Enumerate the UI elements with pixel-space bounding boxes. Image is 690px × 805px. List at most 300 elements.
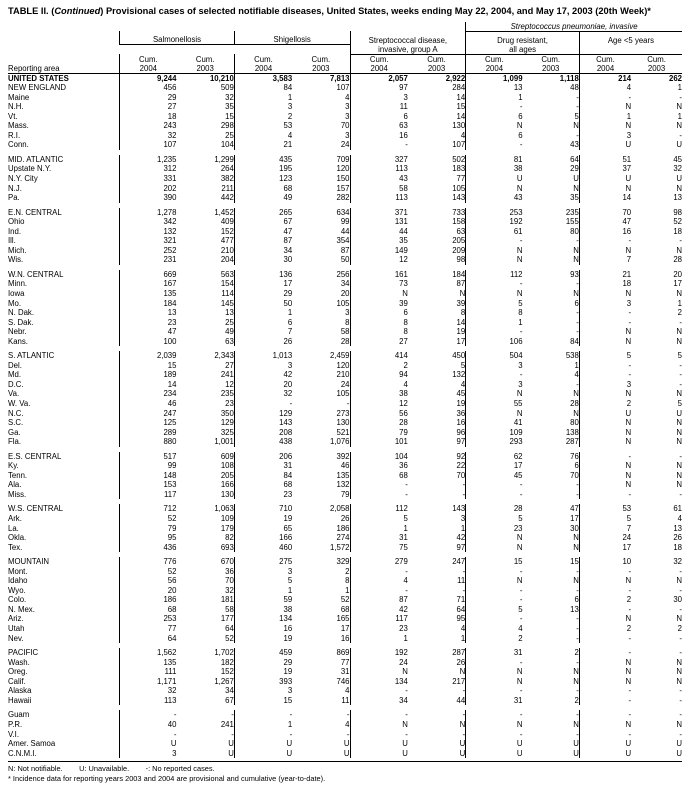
row-cell: N [579,418,631,428]
row-cell: 2,039 [120,351,177,361]
row-area-label: Fla. [8,437,21,447]
row-cell: N [466,121,523,131]
row-cell: 3 [345,102,350,112]
row-cell: 62 [466,452,523,462]
row-cell: 20 [234,380,292,390]
table-row [8,389,682,399]
row-area-label: La. [8,523,19,533]
row-cell: U [459,748,466,758]
row-cell: 206 [234,452,292,462]
row-cell: 92 [456,451,466,461]
row-cell: 8 [345,576,350,586]
row-area-label: Ala. [8,480,22,490]
row-cell: 21 [579,270,631,280]
row-cell: 2 [579,399,631,409]
row-cell: 44 [456,695,466,705]
row-area-label: R.I. [8,130,21,140]
row-cell: - [466,586,523,596]
row-cell: 1 [234,93,292,103]
row-cell: - [679,370,682,380]
row-cell: 132 [452,370,466,380]
header-cum-10: Cum. [647,54,666,64]
row-cell: 192 [466,217,523,227]
row-cell: 2,058 [330,504,350,514]
row-area-label: Alaska [8,686,32,696]
table-row [8,217,682,227]
row-cell: 150 [336,173,350,183]
row-cell: N [466,543,523,553]
row-cell: 265 [234,208,292,218]
row-area-label: Calif. [8,676,26,686]
table-row [8,308,682,318]
row-cell: 23 [466,524,523,534]
row-cell: 442 [220,193,234,203]
row-cell: 34 [225,686,234,696]
row-cell: N [579,576,631,586]
row-cell: 1,118 [559,73,579,83]
row-cell: 19 [234,514,292,524]
row-cell: U [350,749,408,759]
row-cell: 135 [120,658,177,668]
row-cell: 31 [340,667,350,677]
header-year-9: 2004 [579,64,631,74]
row-cell: 52 [120,514,177,524]
table-row [8,586,682,596]
row-cell: 42 [456,533,466,543]
row-cell: 26 [456,657,466,667]
row-cell: 273 [336,408,350,418]
row-cell: 5 [579,351,631,361]
row-cell: 2 [574,695,579,705]
row-cell: - [231,710,234,720]
row-area-label: Mont. [8,566,28,576]
row-cell: - [350,730,408,740]
row-cell: 15 [120,361,177,371]
row-cell: 42 [234,370,292,380]
row-cell: N [466,720,523,730]
row-cell: 2,343 [214,351,234,361]
row-area-label: P.R. [8,719,23,729]
row-cell: 1 [234,308,292,318]
row-cell: 459 [234,648,292,658]
table-row [8,409,682,419]
row-area-label: Nebr. [8,327,27,337]
row-cell: 26 [673,533,682,543]
row-cell: N [579,246,631,256]
row-cell: - [679,360,682,370]
row-cell: 390 [120,193,177,203]
row-cell: N [676,288,682,298]
row-cell: - [576,236,579,246]
row-cell: 1,452 [214,207,234,217]
row-cell: 112 [350,504,408,514]
row-cell: 2 [466,634,523,644]
row-cell: 25 [225,130,234,140]
row-cell: - [579,93,631,103]
row-cell: N [676,121,682,131]
row-cell: 80 [570,226,579,236]
table-row [8,337,682,347]
row-cell: N [676,676,682,686]
row-cell: U [466,174,523,184]
row-cell: 39 [350,299,408,309]
row-cell: 80 [570,418,579,428]
table-row [8,227,682,237]
row-cell: 166 [220,480,234,490]
row-cell: 7,813 [330,73,350,83]
row-cell: 16 [234,624,292,634]
row-cell: - [679,489,682,499]
row-area-label: W.S. CENTRAL [8,504,64,514]
row-cell: 298 [220,121,234,131]
header-year-7: 2004 [466,64,523,74]
row-cell: 1 [677,298,682,308]
row-cell: 149 [350,246,408,256]
row-cell: 68 [234,480,292,490]
row-cell: - [576,279,579,289]
row-cell: 869 [336,648,350,658]
row-cell: - [679,585,682,595]
row-cell: 16 [456,418,466,428]
row-cell: 327 [350,155,408,165]
row-area-label: Md. [8,370,21,380]
row-cell: 502 [452,154,466,164]
table-row [8,236,682,246]
row-cell: 120 [336,360,350,370]
row-cell: 609 [220,451,234,461]
row-cell: N [466,184,523,194]
row-cell: N [573,408,579,418]
row-cell: 81 [466,155,523,165]
row-cell: N [466,576,523,586]
header-year-10: 2003 [647,63,666,73]
row-area-label: Kans. [8,336,28,346]
row-cell: 17 [570,514,579,524]
row-cell: 111 [120,667,177,677]
row-cell: 3 [466,380,523,390]
row-cell: 129 [220,418,234,428]
table-row [8,208,682,218]
row-cell: 1,063 [214,504,234,514]
row-cell: 29 [234,289,292,299]
row-cell: 35 [225,102,234,112]
row-cell: 31 [466,696,523,706]
row-cell: 109 [220,514,234,524]
row-cell: - [576,92,579,102]
row-cell: 52 [120,567,177,577]
row-area-label: S.C. [8,418,24,428]
row-cell: - [466,686,523,696]
header-subgroup-age-under5-rule [579,45,682,55]
row-cell: 19 [456,399,466,408]
row-cell: 130 [452,121,466,131]
row-area-label: Upstate N.Y. [8,164,52,174]
row-cell: 354 [336,236,350,246]
row-cell: 114 [221,288,234,298]
row-cell: 16 [340,633,350,643]
row-cell: N [573,288,579,298]
row-cell: 186 [336,523,350,533]
row-cell: 24 [340,379,350,389]
row-area-label: Idaho [8,576,28,586]
row-cell: 10,210 [209,73,234,83]
row-cell: 1,278 [120,208,177,218]
row-cell: N [459,288,466,298]
row-cell: 252 [120,246,177,256]
row-cell: N [579,327,631,337]
row-cell: 109 [466,428,523,438]
row-cell: 123 [234,174,292,184]
row-area-label: E.N. CENTRAL [8,207,62,217]
row-cell: - [579,586,631,596]
row-cell: 241 [220,719,234,729]
row-cell: 61 [673,504,682,514]
row-cell: 18 [673,542,682,552]
row-cell: 184 [120,299,177,309]
row-cell: 521 [336,427,350,437]
row-cell: N [459,667,466,677]
row-cell: 10 [579,557,631,567]
row-cell: 64 [120,634,177,644]
row-cell: - [462,585,466,595]
table-row [8,634,682,644]
row-cell: 1 [460,523,466,533]
row-cell: 243 [120,121,177,131]
row-area-label: E.S. CENTRAL [8,451,62,461]
row-cell: 46 [340,461,350,471]
row-area-label: Amer. Samoa [8,739,56,749]
row-area-label: V.I. [8,729,19,739]
row-cell: 135 [120,289,177,299]
table-row [8,605,682,615]
row-cell: 6 [350,308,408,318]
row-cell: 30 [570,523,579,533]
page-title [8,6,682,18]
row-cell: - [576,710,579,720]
row-cell: - [466,327,523,337]
row-cell: 39 [456,298,466,308]
row-cell: U [466,739,523,749]
row-cell: 107 [452,140,466,150]
row-cell: 11 [341,695,350,705]
row-cell: 5 [350,514,408,524]
title-prefix: TABLE II. ( [8,6,55,16]
title-continued: Continued [54,6,101,16]
row-cell: 155 [565,217,579,227]
row-area-label: Mo. [8,298,21,308]
row-cell: 8 [345,317,350,327]
table-row [8,595,682,605]
table-row [8,686,682,696]
row-cell: N [579,428,631,438]
row-cell: 231 [120,255,177,265]
row-cell: U [676,140,682,150]
table-row [8,490,682,500]
header-group-shigellosis: Shigellosis [234,31,350,45]
row-cell: 5 [234,576,292,586]
row-cell: 253 [466,208,523,218]
row-cell: N [573,542,579,552]
row-cell: 7 [234,327,292,337]
row-cell: N [676,667,682,677]
row-cell: 6 [350,112,408,122]
row-cell: 32 [120,686,177,696]
row-cell: 35 [570,193,579,203]
row-cell: 7 [579,524,631,534]
row-area-label: MID. ATLANTIC [8,154,64,164]
row-cell: - [576,130,579,140]
row-cell: 234 [120,389,177,399]
row-cell: 99 [120,461,177,471]
row-cell: 4 [345,686,350,696]
row-cell: 70 [570,470,579,480]
header-cum-6: Cum. [427,54,446,64]
row-cell: 210 [336,370,350,380]
row-area-label: N. Dak. [8,308,34,318]
row-cell: 46 [120,399,177,409]
row-cell: 6 [466,112,523,122]
row-cell: 134 [350,677,408,687]
row-area-label: Ga. [8,427,21,437]
row-cell: 509 [220,83,234,93]
row-cell: 5 [574,111,579,121]
table-row [8,299,682,309]
row-cell: 182 [220,657,234,667]
row-cell: 247 [120,409,177,419]
row-cell: 3,583 [234,73,292,83]
row-cell: 746 [336,676,350,686]
table-footer [8,761,682,783]
row-cell: 12 [350,399,408,409]
row-area-label: Guam [8,710,30,720]
row-cell: 7 [579,255,631,265]
row-cell: - [466,236,523,246]
row-area-label: Pa. [8,193,20,203]
table-row [8,73,682,83]
row-area-label: N. Mex. [8,604,35,614]
row-cell: 414 [350,351,408,361]
row-cell: 6 [574,298,579,308]
row-cell: 59 [234,595,292,605]
row-cell: 436 [120,543,177,553]
row-cell: 1,013 [234,351,292,361]
row-cell: 264 [220,164,234,174]
row-cell: 129 [234,409,292,419]
row-cell: 214 [579,73,631,83]
row-cell: 177 [220,614,234,624]
row-cell: 27 [225,360,234,370]
row-cell: 113 [120,696,177,706]
row-cell: - [576,633,579,643]
table-row [8,428,682,438]
row-area-label: W. Va. [8,399,31,408]
row-cell: - [579,686,631,696]
row-cell: U [343,739,350,749]
row-cell: 73 [350,279,408,289]
row-cell: 79 [340,489,350,499]
row-cell: 36 [456,408,466,418]
row-cell: N [676,427,682,437]
row-cell: - [579,361,631,371]
row-cell: 101 [350,437,408,447]
row-cell: 152 [220,226,234,236]
row-cell: 181 [220,595,234,605]
row-cell: - [466,370,523,380]
row-area-label: Oreg. [8,667,28,677]
row-cell: 517 [120,452,177,462]
row-cell: N [676,102,682,112]
table-row [8,279,682,289]
row-cell: N [573,245,579,255]
row-cell: 23 [234,490,292,500]
row-cell: 712 [120,504,177,514]
row-cell: N [573,533,579,543]
row-cell: - [579,696,631,706]
row-cell: N [676,480,682,490]
row-cell: 13 [673,193,682,203]
row-area-label: Wis. [8,255,24,265]
row-cell: 77 [456,173,466,183]
row-cell: 68 [350,471,408,481]
header-group-salmonellosis: Salmonellosis [120,31,235,45]
table-row [8,576,682,586]
row-area-label: Mass. [8,121,29,131]
header-cum-7: Cum. [466,54,523,64]
row-cell: 49 [225,327,234,337]
row-cell: 409 [220,217,234,227]
row-cell: 4 [460,379,466,389]
header-cum-4: Cum. [311,54,331,64]
row-cell: 202 [120,184,177,194]
row-cell: 2 [677,624,682,634]
table-row [8,351,682,361]
row-cell: - [462,566,466,576]
header-group-strep-a-line1: Streptococcal disease, [350,31,466,45]
row-cell: 107 [336,83,350,93]
row-cell: - [576,308,579,318]
row-cell: 48 [570,83,579,93]
row-cell: 4 [466,624,523,634]
row-cell: 253 [120,614,177,624]
row-cell: 11 [457,576,466,586]
row-cell: 43 [350,174,408,184]
row-cell: 5 [466,299,523,309]
row-cell: 52 [340,595,350,605]
row-cell: 29 [570,164,579,174]
row-cell: 477 [220,236,234,246]
row-cell: 132 [120,227,177,237]
row-cell: 211 [221,183,234,193]
row-cell: 19 [234,667,292,677]
row-cell: 40 [120,720,177,730]
row-cell: 6 [574,461,579,471]
row-cell: 634 [336,207,350,217]
row-cell: 12 [350,255,408,265]
row-cell: 3 [234,102,292,112]
row-cell: 275 [234,557,292,567]
row-cell: 38 [466,164,523,174]
row-cell: 23 [120,318,177,328]
row-cell: 55 [466,399,523,409]
row-cell: 4 [460,624,466,634]
table-row [8,437,682,447]
row-cell: - [576,327,579,337]
table-row [8,270,682,280]
row-cell: 125 [120,418,177,428]
row-cell: N [466,409,523,419]
row-cell: - [576,614,579,624]
table-row [8,289,682,299]
